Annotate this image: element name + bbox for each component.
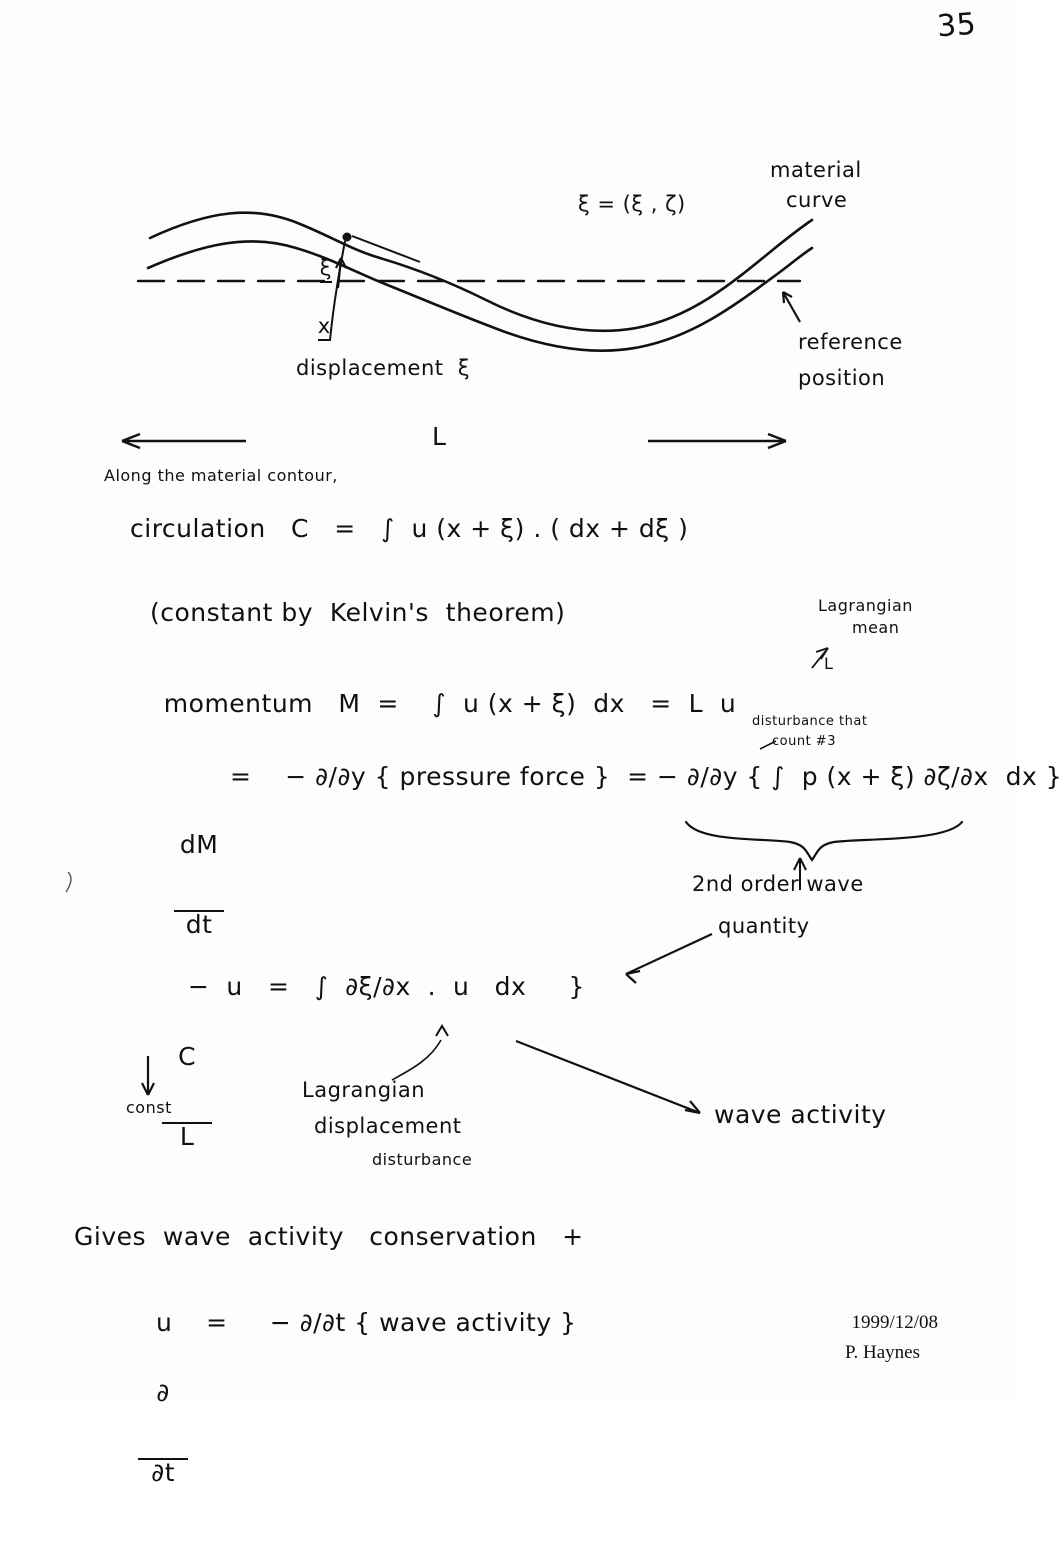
label-lagrangian-mean-line1: Lagrangian: [818, 596, 913, 615]
page-number: 35: [935, 6, 978, 45]
label-xi-symbol: ξ: [291, 232, 332, 304]
label-lagrangian-displacement-line2: displacement: [314, 1114, 462, 1138]
line-final-fraction: [104, 1298, 188, 1568]
line-along-contour: Along the material contour,: [104, 466, 338, 485]
label-second-order-line2: quantity: [718, 914, 810, 938]
line-circulation: circulation C = ∫ u (x + ξ) . ( dx + dξ ): [130, 514, 689, 543]
line-gives: Gives wave activity conservation +: [74, 1222, 584, 1251]
label-reference-line1: reference: [798, 330, 903, 354]
label-material-curve-line1: material: [770, 158, 862, 182]
label-length-L: L: [432, 422, 447, 451]
line-wave-activity-rest: − u = ∫ ∂ξ/∂x . u dx }: [188, 972, 585, 1001]
line-momentum: [130, 660, 736, 747]
dMdt-denominator: dt: [174, 910, 225, 938]
waveact-denominator: L: [162, 1122, 213, 1150]
label-disturbance-line2: count #3: [772, 734, 836, 749]
author-stamp: P. Haynes: [845, 1342, 920, 1363]
final-numerator: ∂: [156, 1377, 170, 1407]
final-denominator: ∂t: [138, 1458, 189, 1486]
label-lagrangian-displacement-line3: disturbance: [372, 1150, 473, 1169]
label-disturbance-line1: disturbance that: [752, 714, 868, 729]
line-final-rest: u = − ∂/∂t { wave activity }: [156, 1308, 577, 1337]
label-xi-vector: ξ = (ξ , ζ): [578, 192, 686, 216]
waveact-numerator: C: [178, 1041, 197, 1071]
label-displacement: displacement ξ: [296, 356, 471, 380]
line-momentum-text: momentum M = ∫ u (x + ξ) dx = L u: [163, 689, 737, 718]
date-stamp: 1999/12/08: [851, 1312, 938, 1333]
label-lagrangian-displacement-line1: Lagrangian: [302, 1078, 426, 1102]
label-wave-activity: wave activity: [714, 1100, 887, 1129]
dMdt-numerator: dM: [179, 829, 219, 859]
line-kelvin: (constant by Kelvin's theorem): [150, 598, 566, 627]
label-lagrangian-mean-line2: mean: [852, 618, 900, 637]
label-second-order-line1: 2nd order wave: [692, 872, 864, 896]
momentum-superscript-L: L: [824, 654, 834, 673]
line-dMdt-rest: = − ∂/∂y { pressure force } = − ∂/∂y { ∫ p (x + ξ) ∂ζ/∂x dx }: [230, 762, 1062, 791]
label-const: const: [126, 1098, 172, 1117]
label-material-curve-line2: curve: [786, 188, 848, 212]
line-wave-activity-lhs: [128, 962, 212, 1232]
label-x-symbol: x: [289, 290, 331, 362]
label-reference-line2: position: [798, 366, 886, 390]
